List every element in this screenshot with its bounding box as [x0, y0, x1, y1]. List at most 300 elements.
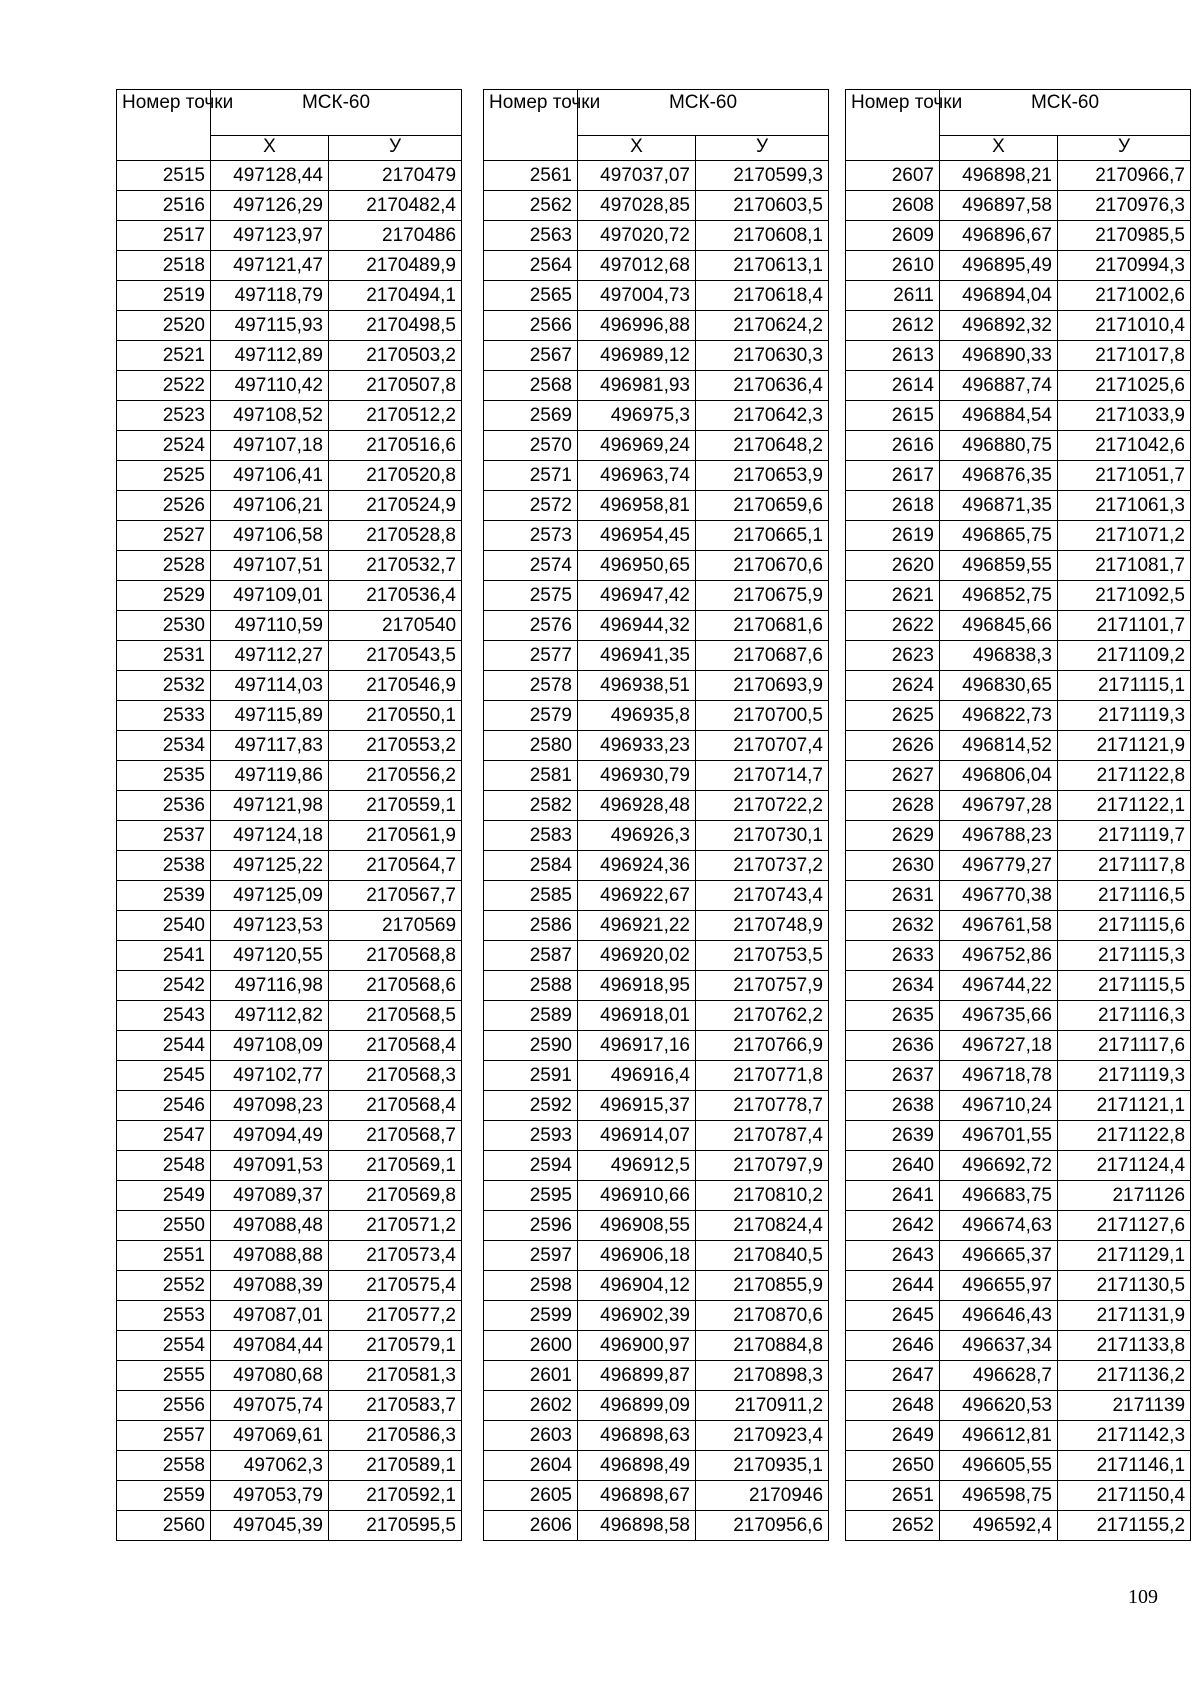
y-coordinate-cell: 2171115,5 — [1058, 971, 1191, 1001]
y-coordinate-cell: 2170536,4 — [329, 581, 462, 611]
x-coordinate-cell: 496944,32 — [578, 611, 696, 641]
point-number-cell: 2631 — [846, 881, 940, 911]
x-coordinate-cell: 496912,5 — [578, 1151, 696, 1181]
point-number-cell: 2597 — [484, 1241, 578, 1271]
header-point-number: Номер точки — [117, 90, 211, 161]
table-row — [484, 1331, 829, 1361]
table-row — [484, 1121, 829, 1151]
y-coordinate-cell: 2170714,7 — [696, 761, 829, 791]
point-number-cell: 2584 — [484, 851, 578, 881]
point-number-cell: 2627 — [846, 761, 940, 791]
point-number-cell: 2547 — [117, 1121, 211, 1151]
table-row — [846, 1121, 1191, 1151]
point-number-cell: 2618 — [846, 491, 940, 521]
x-coordinate-cell: 497123,97 — [211, 221, 329, 251]
y-coordinate-cell: 2171121,9 — [1058, 731, 1191, 761]
y-coordinate-cell: 2170583,7 — [329, 1391, 462, 1421]
header-y: У — [1058, 136, 1191, 161]
y-coordinate-cell: 2170737,2 — [696, 851, 829, 881]
point-number-cell: 2617 — [846, 461, 940, 491]
point-number-cell: 2638 — [846, 1091, 940, 1121]
point-number-cell: 2643 — [846, 1241, 940, 1271]
table-row — [484, 1271, 829, 1301]
x-coordinate-cell: 496894,04 — [940, 281, 1058, 311]
point-number-cell: 2560 — [117, 1511, 211, 1541]
x-coordinate-cell: 496917,16 — [578, 1031, 696, 1061]
table-row — [846, 431, 1191, 461]
table-row — [484, 461, 829, 491]
y-coordinate-cell: 2170730,1 — [696, 821, 829, 851]
point-number-cell: 2581 — [484, 761, 578, 791]
y-coordinate-cell: 2170840,5 — [696, 1241, 829, 1271]
point-number-cell: 2641 — [846, 1181, 940, 1211]
y-coordinate-cell: 2171092,5 — [1058, 581, 1191, 611]
point-number-cell: 2526 — [117, 491, 211, 521]
table-row — [846, 551, 1191, 581]
table-row — [846, 311, 1191, 341]
table-row — [846, 191, 1191, 221]
point-number-cell: 2572 — [484, 491, 578, 521]
x-coordinate-cell: 496930,79 — [578, 761, 696, 791]
point-number-cell: 2556 — [117, 1391, 211, 1421]
x-coordinate-cell: 497120,55 — [211, 941, 329, 971]
x-coordinate-cell: 496896,67 — [940, 221, 1058, 251]
table-row — [484, 881, 829, 911]
y-coordinate-cell: 2170985,5 — [1058, 221, 1191, 251]
y-coordinate-cell: 2170824,4 — [696, 1211, 829, 1241]
y-coordinate-cell: 2171150,4 — [1058, 1481, 1191, 1511]
table-row — [484, 1301, 829, 1331]
x-coordinate-cell: 496838,3 — [940, 641, 1058, 671]
x-coordinate-cell: 497110,42 — [211, 371, 329, 401]
x-coordinate-cell: 497028,85 — [578, 191, 696, 221]
y-coordinate-cell: 2170494,1 — [329, 281, 462, 311]
y-coordinate-cell: 2170546,9 — [329, 671, 462, 701]
table-row — [846, 581, 1191, 611]
table-row — [846, 911, 1191, 941]
table-body — [484, 161, 829, 1541]
y-coordinate-cell: 2171115,6 — [1058, 911, 1191, 941]
table-row — [117, 821, 462, 851]
x-coordinate-cell: 496908,55 — [578, 1211, 696, 1241]
x-coordinate-cell: 497124,18 — [211, 821, 329, 851]
header-coordinate-system: МСК-60 — [211, 90, 462, 136]
table-row — [846, 761, 1191, 791]
point-number-cell: 2587 — [484, 941, 578, 971]
point-number-cell: 2528 — [117, 551, 211, 581]
point-number-cell: 2534 — [117, 731, 211, 761]
y-coordinate-cell: 2171119,7 — [1058, 821, 1191, 851]
x-coordinate-cell: 497125,22 — [211, 851, 329, 881]
x-coordinate-cell: 496628,7 — [940, 1361, 1058, 1391]
coordinates-table-2 — [483, 89, 829, 1541]
point-number-cell: 2645 — [846, 1301, 940, 1331]
point-number-cell: 2640 — [846, 1151, 940, 1181]
x-coordinate-cell: 496674,63 — [940, 1211, 1058, 1241]
x-coordinate-cell: 497107,51 — [211, 551, 329, 581]
x-coordinate-cell: 496935,8 — [578, 701, 696, 731]
point-number-cell: 2649 — [846, 1421, 940, 1451]
x-coordinate-cell: 497102,77 — [211, 1061, 329, 1091]
y-coordinate-cell: 2170681,6 — [696, 611, 829, 641]
table-row — [117, 581, 462, 611]
x-coordinate-cell: 496898,49 — [578, 1451, 696, 1481]
y-coordinate-cell: 2170648,2 — [696, 431, 829, 461]
x-coordinate-cell: 496761,58 — [940, 911, 1058, 941]
point-number-cell: 2612 — [846, 311, 940, 341]
y-coordinate-cell: 2171146,1 — [1058, 1451, 1191, 1481]
point-number-cell: 2545 — [117, 1061, 211, 1091]
table-row — [117, 1121, 462, 1151]
table-row — [117, 1151, 462, 1181]
table-row — [117, 611, 462, 641]
point-number-cell: 2606 — [484, 1511, 578, 1541]
table-row — [484, 911, 829, 941]
y-coordinate-cell: 2170543,5 — [329, 641, 462, 671]
y-coordinate-cell: 2170561,9 — [329, 821, 462, 851]
x-coordinate-cell: 497126,29 — [211, 191, 329, 221]
point-number-cell: 2625 — [846, 701, 940, 731]
table-row — [484, 1241, 829, 1271]
x-coordinate-cell: 496928,48 — [578, 791, 696, 821]
x-coordinate-cell: 496592,4 — [940, 1511, 1058, 1541]
x-coordinate-cell: 496655,97 — [940, 1271, 1058, 1301]
x-coordinate-cell: 497108,52 — [211, 401, 329, 431]
table-row — [846, 1481, 1191, 1511]
y-coordinate-cell: 2171025,6 — [1058, 371, 1191, 401]
y-coordinate-cell: 2170486 — [329, 221, 462, 251]
y-coordinate-cell: 2170599,3 — [696, 161, 829, 191]
table-row — [484, 641, 829, 671]
x-coordinate-cell: 496718,78 — [940, 1061, 1058, 1091]
table-row — [846, 1421, 1191, 1451]
table-row — [846, 521, 1191, 551]
table-row — [484, 1181, 829, 1211]
table-row — [117, 431, 462, 461]
table-row — [846, 1091, 1191, 1121]
y-coordinate-cell: 2170540 — [329, 611, 462, 641]
table-row — [846, 1031, 1191, 1061]
y-coordinate-cell: 2171116,3 — [1058, 1001, 1191, 1031]
table-row — [484, 431, 829, 461]
x-coordinate-cell: 497106,58 — [211, 521, 329, 551]
y-coordinate-cell: 2170595,5 — [329, 1511, 462, 1541]
y-coordinate-cell: 2171071,2 — [1058, 521, 1191, 551]
point-number-cell: 2553 — [117, 1301, 211, 1331]
point-number-cell: 2637 — [846, 1061, 940, 1091]
point-number-cell: 2529 — [117, 581, 211, 611]
y-coordinate-cell: 2170935,1 — [696, 1451, 829, 1481]
table-row — [117, 251, 462, 281]
header-x: Х — [940, 136, 1058, 161]
x-coordinate-cell: 496890,33 — [940, 341, 1058, 371]
y-coordinate-cell: 2170608,1 — [696, 221, 829, 251]
y-coordinate-cell: 2171122,8 — [1058, 761, 1191, 791]
point-number-cell: 2595 — [484, 1181, 578, 1211]
y-coordinate-cell: 2171142,3 — [1058, 1421, 1191, 1451]
point-number-cell: 2648 — [846, 1391, 940, 1421]
x-coordinate-cell: 496941,35 — [578, 641, 696, 671]
y-coordinate-cell: 2170532,7 — [329, 551, 462, 581]
x-coordinate-cell: 496950,65 — [578, 551, 696, 581]
y-coordinate-cell: 2170564,7 — [329, 851, 462, 881]
table-row — [484, 161, 829, 191]
y-coordinate-cell: 2171130,5 — [1058, 1271, 1191, 1301]
y-coordinate-cell: 2171124,4 — [1058, 1151, 1191, 1181]
coordinates-table-3 — [845, 89, 1191, 1541]
point-number-cell: 2607 — [846, 161, 940, 191]
table-row — [484, 251, 829, 281]
y-coordinate-cell: 2170618,4 — [696, 281, 829, 311]
point-number-cell: 2651 — [846, 1481, 940, 1511]
x-coordinate-cell: 497062,3 — [211, 1451, 329, 1481]
x-coordinate-cell: 496788,23 — [940, 821, 1058, 851]
y-coordinate-cell: 2170956,6 — [696, 1511, 829, 1541]
y-coordinate-cell: 2170884,8 — [696, 1331, 829, 1361]
table-row — [117, 1211, 462, 1241]
table-row — [484, 341, 829, 371]
x-coordinate-cell: 496797,28 — [940, 791, 1058, 821]
x-coordinate-cell: 496921,22 — [578, 911, 696, 941]
table-row — [117, 311, 462, 341]
point-number-cell: 2586 — [484, 911, 578, 941]
x-coordinate-cell: 496947,42 — [578, 581, 696, 611]
y-coordinate-cell: 2170571,2 — [329, 1211, 462, 1241]
y-coordinate-cell: 2171061,3 — [1058, 491, 1191, 521]
y-coordinate-cell: 2171117,8 — [1058, 851, 1191, 881]
table-row — [484, 221, 829, 251]
point-number-cell: 2533 — [117, 701, 211, 731]
header-point-number: Номер точки — [846, 90, 940, 161]
x-coordinate-cell: 497121,47 — [211, 251, 329, 281]
x-coordinate-cell: 496898,58 — [578, 1511, 696, 1541]
point-number-cell: 2531 — [117, 641, 211, 671]
table-row — [117, 1181, 462, 1211]
table-row — [117, 941, 462, 971]
y-coordinate-cell: 2170923,4 — [696, 1421, 829, 1451]
point-number-cell: 2611 — [846, 281, 940, 311]
x-coordinate-cell: 496898,21 — [940, 161, 1058, 191]
point-number-cell: 2575 — [484, 581, 578, 611]
x-coordinate-cell: 497020,72 — [578, 221, 696, 251]
y-coordinate-cell: 2170524,9 — [329, 491, 462, 521]
table-row — [484, 371, 829, 401]
x-coordinate-cell: 496981,93 — [578, 371, 696, 401]
table-row — [846, 371, 1191, 401]
table-row — [846, 1271, 1191, 1301]
point-number-cell: 2593 — [484, 1121, 578, 1151]
table-row — [846, 731, 1191, 761]
table-row — [484, 281, 829, 311]
table-row — [846, 1001, 1191, 1031]
point-number-cell: 2602 — [484, 1391, 578, 1421]
point-number-cell: 2605 — [484, 1481, 578, 1511]
y-coordinate-cell: 2170569,1 — [329, 1151, 462, 1181]
x-coordinate-cell: 496859,55 — [940, 551, 1058, 581]
point-number-cell: 2546 — [117, 1091, 211, 1121]
y-coordinate-cell: 2171155,2 — [1058, 1511, 1191, 1541]
point-number-cell: 2516 — [117, 191, 211, 221]
point-number-cell: 2629 — [846, 821, 940, 851]
point-number-cell: 2519 — [117, 281, 211, 311]
table-row — [846, 1211, 1191, 1241]
table-row — [117, 191, 462, 221]
y-coordinate-cell: 2170771,8 — [696, 1061, 829, 1091]
y-coordinate-cell: 2171129,1 — [1058, 1241, 1191, 1271]
point-number-cell: 2525 — [117, 461, 211, 491]
point-number-cell: 2566 — [484, 311, 578, 341]
y-coordinate-cell: 2171109,2 — [1058, 641, 1191, 671]
x-coordinate-cell: 496918,01 — [578, 1001, 696, 1031]
x-coordinate-cell: 496933,23 — [578, 731, 696, 761]
point-number-cell: 2568 — [484, 371, 578, 401]
point-number-cell: 2523 — [117, 401, 211, 431]
x-coordinate-cell: 497116,98 — [211, 971, 329, 1001]
x-coordinate-cell: 497128,44 — [211, 161, 329, 191]
point-number-cell: 2570 — [484, 431, 578, 461]
x-coordinate-cell: 497089,37 — [211, 1181, 329, 1211]
x-coordinate-cell: 496806,04 — [940, 761, 1058, 791]
y-coordinate-cell: 2170630,3 — [696, 341, 829, 371]
table-row — [117, 551, 462, 581]
point-number-cell: 2527 — [117, 521, 211, 551]
point-number-cell: 2582 — [484, 791, 578, 821]
x-coordinate-cell: 497112,82 — [211, 1001, 329, 1031]
point-number-cell: 2578 — [484, 671, 578, 701]
y-coordinate-cell: 2170898,3 — [696, 1361, 829, 1391]
point-number-cell: 2576 — [484, 611, 578, 641]
x-coordinate-cell: 496701,55 — [940, 1121, 1058, 1151]
y-coordinate-cell: 2170810,2 — [696, 1181, 829, 1211]
point-number-cell: 2646 — [846, 1331, 940, 1361]
point-number-cell: 2579 — [484, 701, 578, 731]
x-coordinate-cell: 497088,48 — [211, 1211, 329, 1241]
x-coordinate-cell: 496822,73 — [940, 701, 1058, 731]
y-coordinate-cell: 2170797,9 — [696, 1151, 829, 1181]
point-number-cell: 2647 — [846, 1361, 940, 1391]
table-row — [117, 701, 462, 731]
table-row — [484, 761, 829, 791]
table-row — [846, 161, 1191, 191]
y-coordinate-cell: 2170743,4 — [696, 881, 829, 911]
x-coordinate-cell: 497123,53 — [211, 911, 329, 941]
point-number-cell: 2555 — [117, 1361, 211, 1391]
table-row — [846, 341, 1191, 371]
point-number-cell: 2530 — [117, 611, 211, 641]
point-number-cell: 2540 — [117, 911, 211, 941]
y-coordinate-cell: 2170778,7 — [696, 1091, 829, 1121]
point-number-cell: 2557 — [117, 1421, 211, 1451]
point-number-cell: 2604 — [484, 1451, 578, 1481]
x-coordinate-cell: 496880,75 — [940, 431, 1058, 461]
y-coordinate-cell: 2170581,3 — [329, 1361, 462, 1391]
y-coordinate-cell: 2170568,7 — [329, 1121, 462, 1151]
point-number-cell: 2522 — [117, 371, 211, 401]
point-number-cell: 2598 — [484, 1271, 578, 1301]
point-number-cell: 2630 — [846, 851, 940, 881]
y-coordinate-cell: 2171115,3 — [1058, 941, 1191, 971]
table-row — [484, 401, 829, 431]
table-row — [117, 221, 462, 251]
table-row — [117, 491, 462, 521]
point-number-cell: 2632 — [846, 911, 940, 941]
y-coordinate-cell: 2170567,7 — [329, 881, 462, 911]
table-row — [117, 1421, 462, 1451]
point-number-cell: 2567 — [484, 341, 578, 371]
table-row — [484, 1511, 829, 1541]
table-row — [484, 581, 829, 611]
table-row — [117, 1331, 462, 1361]
x-coordinate-cell: 496892,32 — [940, 311, 1058, 341]
x-coordinate-cell: 496904,12 — [578, 1271, 696, 1301]
x-coordinate-cell: 497109,01 — [211, 581, 329, 611]
y-coordinate-cell: 2171119,3 — [1058, 1061, 1191, 1091]
y-coordinate-cell: 2170589,1 — [329, 1451, 462, 1481]
y-coordinate-cell: 2170489,9 — [329, 251, 462, 281]
header-x: Х — [211, 136, 329, 161]
table-row — [484, 1001, 829, 1031]
point-number-cell: 2644 — [846, 1271, 940, 1301]
y-coordinate-cell: 2171017,8 — [1058, 341, 1191, 371]
table-row — [484, 701, 829, 731]
table-row — [484, 311, 829, 341]
point-number-cell: 2591 — [484, 1061, 578, 1091]
table-row — [484, 1391, 829, 1421]
header-y: У — [696, 136, 829, 161]
table-row — [846, 881, 1191, 911]
y-coordinate-cell: 2170707,4 — [696, 731, 829, 761]
x-coordinate-cell: 496902,39 — [578, 1301, 696, 1331]
x-coordinate-cell: 497121,98 — [211, 791, 329, 821]
y-coordinate-cell: 2170642,3 — [696, 401, 829, 431]
table-row — [846, 641, 1191, 671]
point-number-cell: 2614 — [846, 371, 940, 401]
point-number-cell: 2594 — [484, 1151, 578, 1181]
x-coordinate-cell: 497115,93 — [211, 311, 329, 341]
x-coordinate-cell: 496814,52 — [940, 731, 1058, 761]
header-y: У — [329, 136, 462, 161]
table-row — [846, 491, 1191, 521]
x-coordinate-cell: 497045,39 — [211, 1511, 329, 1541]
y-coordinate-cell: 2170855,9 — [696, 1271, 829, 1301]
x-coordinate-cell: 497107,18 — [211, 431, 329, 461]
point-number-cell: 2548 — [117, 1151, 211, 1181]
point-number-cell: 2608 — [846, 191, 940, 221]
x-coordinate-cell: 496958,81 — [578, 491, 696, 521]
point-number-cell: 2596 — [484, 1211, 578, 1241]
point-number-cell: 2549 — [117, 1181, 211, 1211]
x-coordinate-cell: 496865,75 — [940, 521, 1058, 551]
table-row — [484, 731, 829, 761]
table-row — [846, 401, 1191, 431]
y-coordinate-cell: 2170516,6 — [329, 431, 462, 461]
point-number-cell: 2569 — [484, 401, 578, 431]
table-row — [846, 461, 1191, 491]
table-row — [846, 821, 1191, 851]
table-row — [846, 851, 1191, 881]
y-coordinate-cell: 2170753,5 — [696, 941, 829, 971]
point-number-cell: 2561 — [484, 161, 578, 191]
point-number-cell: 2624 — [846, 671, 940, 701]
table-row — [846, 1331, 1191, 1361]
x-coordinate-cell: 496906,18 — [578, 1241, 696, 1271]
table-row — [117, 521, 462, 551]
point-number-cell: 2601 — [484, 1361, 578, 1391]
table-body — [117, 161, 462, 1541]
y-coordinate-cell: 2171002,6 — [1058, 281, 1191, 311]
point-number-cell: 2635 — [846, 1001, 940, 1031]
x-coordinate-cell: 496996,88 — [578, 311, 696, 341]
